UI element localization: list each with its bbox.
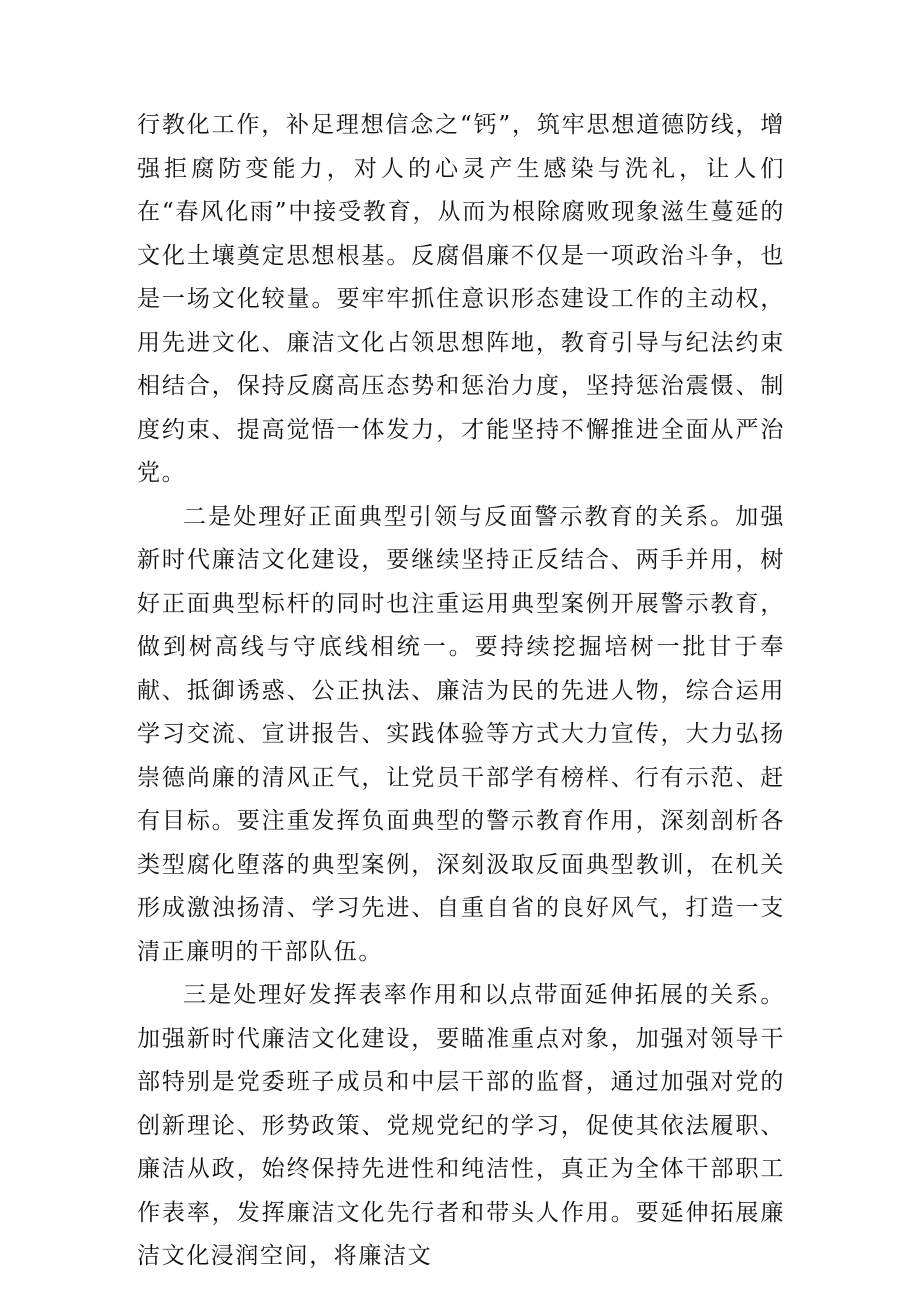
paragraph-point-two: 二是处理好正面典型引领与反面警示教育的关系。加强新时代廉洁文化建设，要继续坚持正反结合、两手并用，树好正面典型标杆的同时也注重运用典型案例开展警示教育，做到树高线与守底线相统一。要持续挖掘培树一批甘于奉献、抵御诱惑、公正执法、廉洁为民的先进人物，综合运用学习交流、宣讲报告、实践体验等方式大力宣传，大力弘扬崇德尚廉的清风正气，让党员干部学有榜样、行有示范、赶有目标。要注重发挥负面典型的警示教育作用，深刻剖析各类型腐化堕落的典型案例，深刻汲取反面典型教训，在机关形成激浊扬清、学习先进、自重自省的良好风气，打造一支清正廉明的干部队伍。 — [137, 503, 785, 965]
document-body — [137, 104, 785, 1279]
paragraph-point-three: 三是处理好发挥表率作用和以点带面延伸拓展的关系。加强新时代廉洁文化建设，要瞄准重点对象，加强对领导干部特别是党委班子成员和中层干部的监督，通过加强对党的创新理论、形势政策、党规党纪的学习，促使其依法履职、廉洁从政，始终保持先进性和纯洁性，真正为全体干部职工作表率，发挥廉洁文化先行者和带头人作用。要延伸拓展廉洁文化浸润空间，将廉洁文 — [137, 982, 785, 1269]
paragraph-continuation: 行教化工作，补足理想信念之“钙”，筑牢思想道德防线，增强拒腐防变能力，对人的心灵产生感染与洗礼，让人们在“春风化雨”中接受教育，从而为根除腐败现象滋生蔓延的文化土壤奠定思想根基。反腐倡廉不仅是一项政治斗争，也是一场文化较量。要牢牢抓住意识形态建设工作的主动权，用先进文化、廉洁文化占领思想阵地，教育引导与纪法约束相结合，保持反腐高压态势和惩治力度，坚持惩治震慑、制度约束、提高觉悟一体发力，才能坚持不懈推进全面从严治党。 — [137, 112, 785, 486]
